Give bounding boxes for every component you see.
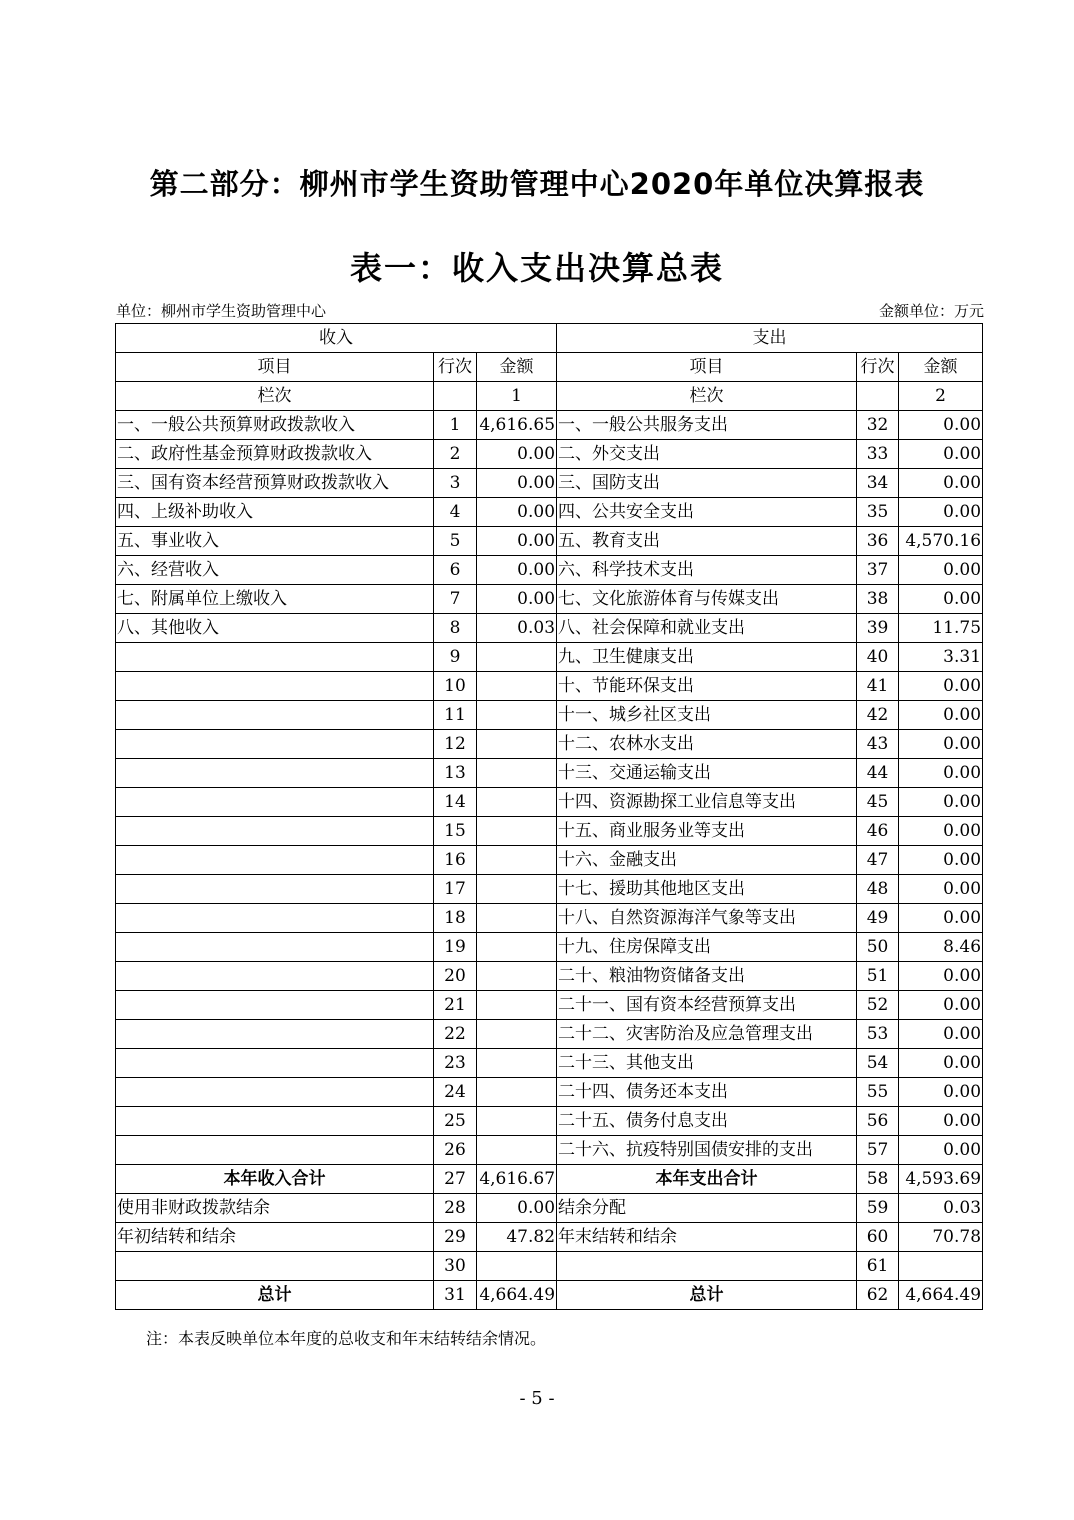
expense-item-cell: 二、外交支出	[557, 440, 857, 469]
expense-row-no-cell: 44	[857, 759, 899, 788]
table-row	[116, 440, 983, 469]
expense-row-no-cell: 51	[857, 962, 899, 991]
expense-item-cell: 二十二、灾害防治及应急管理支出	[557, 1020, 857, 1049]
table-row	[116, 498, 983, 527]
header-income-amount: 金额	[477, 353, 557, 382]
income-item-cell	[116, 1049, 434, 1078]
expense-item-cell: 七、文化旅游体育与传媒支出	[557, 585, 857, 614]
expense-item-cell	[557, 1252, 857, 1281]
table-row	[116, 469, 983, 498]
income-row-no-cell: 7	[434, 585, 477, 614]
income-item-cell: 二、政府性基金预算财政拨款收入	[116, 440, 434, 469]
expense-row-no-cell: 33	[857, 440, 899, 469]
expense-amount-cell: 0.00	[899, 440, 983, 469]
expense-amount-cell: 0.00	[899, 498, 983, 527]
income-row-no-cell: 20	[434, 962, 477, 991]
expense-row-no-cell: 54	[857, 1049, 899, 1078]
table-row	[116, 527, 983, 556]
income-row-no-cell: 9	[434, 643, 477, 672]
table-row	[116, 1194, 983, 1223]
expense-amount-cell: 0.03	[899, 1194, 983, 1223]
income-item-cell	[116, 962, 434, 991]
income-row-no-cell: 10	[434, 672, 477, 701]
income-amount-cell	[477, 1020, 557, 1049]
expense-amount-cell: 11.75	[899, 614, 983, 643]
income-item-cell	[116, 1020, 434, 1049]
table-row	[116, 672, 983, 701]
expense-amount-cell: 0.00	[899, 411, 983, 440]
income-amount-cell: 0.00	[477, 585, 557, 614]
expense-row-no-cell: 59	[857, 1194, 899, 1223]
expense-amount-cell: 0.00	[899, 1107, 983, 1136]
income-item-cell: 总计	[116, 1281, 434, 1310]
income-amount-cell	[477, 875, 557, 904]
income-amount-cell	[477, 1107, 557, 1136]
table-row	[116, 585, 983, 614]
expense-row-no-cell: 37	[857, 556, 899, 585]
expense-amount-cell: 0.00	[899, 1020, 983, 1049]
unit-label: 单位：柳州市学生资助管理中心	[116, 302, 327, 320]
page-title: 第二部分：柳州市学生资助管理中心2020年单位决算报表	[149, 167, 925, 201]
income-amount-cell	[477, 1136, 557, 1165]
income-item-cell	[116, 643, 434, 672]
income-amount-cell: 4,616.67	[477, 1165, 557, 1194]
income-item-cell: 年初结转和结余	[116, 1223, 434, 1252]
income-amount-cell: 0.00	[477, 1194, 557, 1223]
expense-row-no-cell: 62	[857, 1281, 899, 1310]
page-number: - 5 -	[519, 1388, 555, 1409]
expense-amount-cell: 0.00	[899, 701, 983, 730]
income-item-cell	[116, 933, 434, 962]
expense-amount-cell: 0.00	[899, 556, 983, 585]
table-row	[116, 701, 983, 730]
income-amount-cell	[477, 1078, 557, 1107]
income-amount-cell	[477, 759, 557, 788]
income-amount-cell: 0.00	[477, 469, 557, 498]
income-item-cell: 七、附属单位上缴收入	[116, 585, 434, 614]
table-row	[116, 614, 983, 643]
income-row-no-cell: 21	[434, 991, 477, 1020]
column-index-empty-expense	[857, 382, 899, 411]
expense-row-no-cell: 49	[857, 904, 899, 933]
income-item-cell	[116, 875, 434, 904]
expense-amount-cell: 0.00	[899, 1078, 983, 1107]
table-row	[116, 1107, 983, 1136]
column-index-2: 2	[899, 382, 983, 411]
income-item-cell: 本年收入合计	[116, 1165, 434, 1194]
expense-row-no-cell: 52	[857, 991, 899, 1020]
income-row-no-cell: 18	[434, 904, 477, 933]
income-row-no-cell: 31	[434, 1281, 477, 1310]
expense-amount-cell: 0.00	[899, 875, 983, 904]
income-amount-cell	[477, 846, 557, 875]
table-row	[116, 1020, 983, 1049]
expense-item-cell: 十九、住房保障支出	[557, 933, 857, 962]
income-row-no-cell: 29	[434, 1223, 477, 1252]
expense-row-no-cell: 61	[857, 1252, 899, 1281]
income-amount-cell	[477, 788, 557, 817]
income-row-no-cell: 27	[434, 1165, 477, 1194]
expense-item-cell: 十五、商业服务业等支出	[557, 817, 857, 846]
expense-amount-cell: 3.31	[899, 643, 983, 672]
expense-amount-cell: 0.00	[899, 846, 983, 875]
table-row	[116, 933, 983, 962]
expense-row-no-cell: 60	[857, 1223, 899, 1252]
income-item-cell	[116, 904, 434, 933]
expense-item-cell: 一、一般公共服务支出	[557, 411, 857, 440]
income-amount-cell	[477, 672, 557, 701]
expense-item-cell: 结余分配	[557, 1194, 857, 1223]
header-expense-amount: 金额	[899, 353, 983, 382]
income-row-no-cell: 8	[434, 614, 477, 643]
expense-amount-cell: 0.00	[899, 585, 983, 614]
column-index-label-income: 栏次	[116, 382, 434, 411]
expense-amount-cell: 0.00	[899, 730, 983, 759]
income-row-no-cell: 19	[434, 933, 477, 962]
expense-amount-cell: 0.00	[899, 962, 983, 991]
income-amount-cell	[477, 1049, 557, 1078]
expense-amount-cell: 0.00	[899, 788, 983, 817]
income-row-no-cell: 17	[434, 875, 477, 904]
expense-item-cell: 总计	[557, 1281, 857, 1310]
column-index-1: 1	[477, 382, 557, 411]
expense-row-no-cell: 39	[857, 614, 899, 643]
expense-item-cell: 十八、自然资源海洋气象等支出	[557, 904, 857, 933]
expense-item-cell: 十七、援助其他地区支出	[557, 875, 857, 904]
income-row-no-cell: 26	[434, 1136, 477, 1165]
income-row-no-cell: 23	[434, 1049, 477, 1078]
expense-row-no-cell: 36	[857, 527, 899, 556]
expense-amount-cell: 4,570.16	[899, 527, 983, 556]
table-row	[116, 1136, 983, 1165]
income-amount-cell: 4,664.49	[477, 1281, 557, 1310]
income-item-cell	[116, 730, 434, 759]
expense-row-no-cell: 57	[857, 1136, 899, 1165]
expense-amount-cell: 0.00	[899, 759, 983, 788]
income-item-cell	[116, 991, 434, 1020]
income-amount-cell: 4,616.65	[477, 411, 557, 440]
table-row	[116, 904, 983, 933]
expense-item-cell: 二十一、国有资本经营预算支出	[557, 991, 857, 1020]
table-row	[116, 411, 983, 440]
income-row-no-cell: 3	[434, 469, 477, 498]
income-row-no-cell: 30	[434, 1252, 477, 1281]
expense-row-no-cell: 43	[857, 730, 899, 759]
income-item-cell: 六、经营收入	[116, 556, 434, 585]
income-item-cell	[116, 846, 434, 875]
income-item-cell: 使用非财政拨款结余	[116, 1194, 434, 1223]
expense-row-no-cell: 45	[857, 788, 899, 817]
table-row	[116, 1078, 983, 1107]
expense-amount-cell: 0.00	[899, 469, 983, 498]
column-index-empty-income	[434, 382, 477, 411]
income-row-no-cell: 12	[434, 730, 477, 759]
expense-item-cell: 十三、交通运输支出	[557, 759, 857, 788]
income-amount-cell	[477, 643, 557, 672]
column-index-label-expense: 栏次	[557, 382, 857, 411]
expense-item-cell: 三、国防支出	[557, 469, 857, 498]
income-row-no-cell: 22	[434, 1020, 477, 1049]
table-row	[116, 1281, 983, 1310]
table-row	[116, 730, 983, 759]
income-item-cell: 三、国有资本经营预算财政拨款收入	[116, 469, 434, 498]
table-note: 注：本表反映单位本年度的总收支和年末结转结余情况。	[146, 1329, 547, 1348]
income-item-cell	[116, 1107, 434, 1136]
expense-amount-cell: 4,593.69	[899, 1165, 983, 1194]
header-row-columns	[116, 353, 983, 382]
expense-row-no-cell: 48	[857, 875, 899, 904]
table-row	[116, 1049, 983, 1078]
income-item-cell: 一、一般公共预算财政拨款收入	[116, 411, 434, 440]
expense-amount-cell: 0.00	[899, 1136, 983, 1165]
income-item-cell: 八、其他收入	[116, 614, 434, 643]
expense-amount-cell: 0.00	[899, 904, 983, 933]
expense-amount-cell: 0.00	[899, 817, 983, 846]
income-item-cell	[116, 672, 434, 701]
income-item-cell: 五、事业收入	[116, 527, 434, 556]
income-amount-cell	[477, 962, 557, 991]
table-row	[116, 1165, 983, 1194]
income-row-no-cell: 11	[434, 701, 477, 730]
expense-row-no-cell: 56	[857, 1107, 899, 1136]
amount-unit-label: 金额单位：万元	[878, 302, 984, 320]
income-row-no-cell: 28	[434, 1194, 477, 1223]
income-row-no-cell: 2	[434, 440, 477, 469]
expense-item-cell: 十二、农林水支出	[557, 730, 857, 759]
header-row-section	[116, 324, 983, 353]
expense-amount-cell: 70.78	[899, 1223, 983, 1252]
expense-row-no-cell: 40	[857, 643, 899, 672]
table-title: 表一：收入支出决算总表	[349, 249, 724, 287]
income-amount-cell: 0.00	[477, 556, 557, 585]
expense-item-cell: 九、卫生健康支出	[557, 643, 857, 672]
expense-item-cell: 十、节能环保支出	[557, 672, 857, 701]
expense-row-no-cell: 41	[857, 672, 899, 701]
expense-item-cell: 本年支出合计	[557, 1165, 857, 1194]
income-item-cell	[116, 788, 434, 817]
expense-row-no-cell: 42	[857, 701, 899, 730]
table-row	[116, 875, 983, 904]
expense-item-cell: 二十六、抗疫特别国债安排的支出	[557, 1136, 857, 1165]
income-amount-cell	[477, 730, 557, 759]
table-row	[116, 991, 983, 1020]
expense-item-cell: 五、教育支出	[557, 527, 857, 556]
income-row-no-cell: 25	[434, 1107, 477, 1136]
expense-amount-cell: 0.00	[899, 672, 983, 701]
expense-amount-cell: 0.00	[899, 991, 983, 1020]
expense-item-cell: 二十三、其他支出	[557, 1049, 857, 1078]
income-item-cell	[116, 759, 434, 788]
expense-amount-cell	[899, 1252, 983, 1281]
income-row-no-cell: 24	[434, 1078, 477, 1107]
expense-item-cell: 十四、资源勘探工业信息等支出	[557, 788, 857, 817]
header-expense-row-no: 行次	[857, 353, 899, 382]
table-row	[116, 846, 983, 875]
income-amount-cell	[477, 817, 557, 846]
table-row	[116, 1252, 983, 1281]
header-income-row-no: 行次	[434, 353, 477, 382]
unit-line	[116, 300, 984, 321]
expense-amount-cell: 0.00	[899, 1049, 983, 1078]
income-item-cell	[116, 817, 434, 846]
expense-row-no-cell: 38	[857, 585, 899, 614]
expense-item-cell: 年末结转和结余	[557, 1223, 857, 1252]
income-item-cell	[116, 1252, 434, 1281]
table-row	[116, 1223, 983, 1252]
expense-item-cell: 十六、金融支出	[557, 846, 857, 875]
income-row-no-cell: 13	[434, 759, 477, 788]
expense-row-no-cell: 35	[857, 498, 899, 527]
table-row	[116, 643, 983, 672]
income-amount-cell: 0.00	[477, 440, 557, 469]
income-expense-table	[115, 323, 983, 1310]
table-row	[116, 962, 983, 991]
income-amount-cell: 0.00	[477, 498, 557, 527]
income-row-no-cell: 5	[434, 527, 477, 556]
income-amount-cell: 0.03	[477, 614, 557, 643]
expense-item-cell: 十一、城乡社区支出	[557, 701, 857, 730]
income-item-cell	[116, 701, 434, 730]
expense-row-no-cell: 46	[857, 817, 899, 846]
expense-item-cell: 六、科学技术支出	[557, 556, 857, 585]
header-expense-item: 项目	[557, 353, 857, 382]
income-row-no-cell: 6	[434, 556, 477, 585]
table-row	[116, 788, 983, 817]
expense-row-no-cell: 34	[857, 469, 899, 498]
expense-row-no-cell: 50	[857, 933, 899, 962]
income-amount-cell	[477, 933, 557, 962]
expense-row-no-cell: 58	[857, 1165, 899, 1194]
expense-amount-cell: 4,664.49	[899, 1281, 983, 1310]
income-amount-cell: 0.00	[477, 527, 557, 556]
expense-item-cell: 八、社会保障和就业支出	[557, 614, 857, 643]
expense-row-no-cell: 32	[857, 411, 899, 440]
income-row-no-cell: 1	[434, 411, 477, 440]
expense-item-cell: 二十、粮油物资储备支出	[557, 962, 857, 991]
expense-item-cell: 二十四、债务还本支出	[557, 1078, 857, 1107]
income-row-no-cell: 4	[434, 498, 477, 527]
header-expense: 支出	[557, 324, 983, 353]
expense-item-cell: 二十五、债务付息支出	[557, 1107, 857, 1136]
table-row	[116, 817, 983, 846]
expense-amount-cell: 8.46	[899, 933, 983, 962]
income-amount-cell	[477, 701, 557, 730]
table-row	[116, 759, 983, 788]
income-row-no-cell: 15	[434, 817, 477, 846]
header-income-item: 项目	[116, 353, 434, 382]
expense-row-no-cell: 47	[857, 846, 899, 875]
income-amount-cell	[477, 904, 557, 933]
income-item-cell	[116, 1078, 434, 1107]
header-row-column-index	[116, 382, 983, 411]
income-amount-cell: 47.82	[477, 1223, 557, 1252]
income-amount-cell	[477, 1252, 557, 1281]
income-item-cell	[116, 1136, 434, 1165]
income-row-no-cell: 16	[434, 846, 477, 875]
income-item-cell: 四、上级补助收入	[116, 498, 434, 527]
income-amount-cell	[477, 991, 557, 1020]
income-row-no-cell: 14	[434, 788, 477, 817]
expense-item-cell: 四、公共安全支出	[557, 498, 857, 527]
table-row	[116, 556, 983, 585]
header-income: 收入	[116, 324, 557, 353]
expense-row-no-cell: 55	[857, 1078, 899, 1107]
expense-row-no-cell: 53	[857, 1020, 899, 1049]
